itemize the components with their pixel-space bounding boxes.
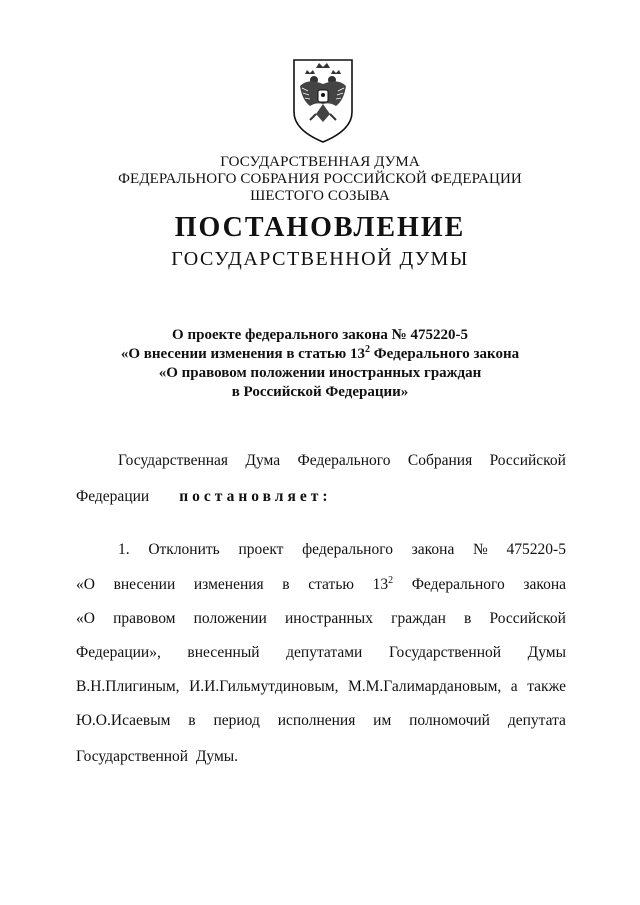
- subject-line-1: О проекте федерального закона № 475220-5: [172, 327, 468, 343]
- item1-line-5: В.Н.Плигиным, И.И.Гильмутдиновым, М.М.Галимардановым, а также: [76, 678, 566, 695]
- item1-line-7: Государственной Думы.: [76, 748, 239, 765]
- subject-line-3: «О правовом положении иностранных граждан: [158, 365, 482, 381]
- item1-line-2: «О внесении изменения в статью $13^2$ Федерального закона: [76, 574, 566, 593]
- item1-line-4: Федерации», внесенный депутатами Государственной Думы: [76, 644, 566, 661]
- header-line-convocation: ШЕСТОГО СОЗЫВА: [250, 188, 390, 204]
- subject-line-4: в Российской Федерации»: [231, 384, 409, 400]
- item1-line-6: Ю.О.Исаевым в период исполнения им полномочий депутата: [76, 712, 566, 729]
- resolves-word: постановляет:: [179, 488, 332, 505]
- header-line-assembly: ФЕДЕРАЛЬНОГО СОБРАНИЯ РОССИЙСКОЙ ФЕДЕРАЦИИ: [118, 171, 522, 187]
- document-subtitle: ГОСУДАРСТВЕННОЙ ДУМЫ: [171, 248, 469, 270]
- document-title: ПОСТАНОВЛЕНИЕ: [174, 212, 466, 243]
- emblem: [288, 56, 358, 146]
- organization-header: [0, 154, 640, 205]
- item1-line-3: «О правовом положении иностранных граждан в Российской: [76, 610, 566, 627]
- russian-coat-of-arms-icon: [288, 56, 358, 146]
- preamble-line-1: Государственная Дума Федерального Собрания Российской: [118, 452, 566, 469]
- item1-line-1: 1. Отклонить проект федерального закона № 475220-5: [118, 541, 566, 558]
- preamble-line-2: Федерации постановляет:: [76, 488, 332, 505]
- header-line-duma: ГОСУДАРСТВЕННАЯ ДУМА: [220, 154, 420, 170]
- resolution-subject: [0, 326, 640, 402]
- subject-line-2: «О внесении изменения в статью $13^2$ Федерального закона: [120, 344, 520, 362]
